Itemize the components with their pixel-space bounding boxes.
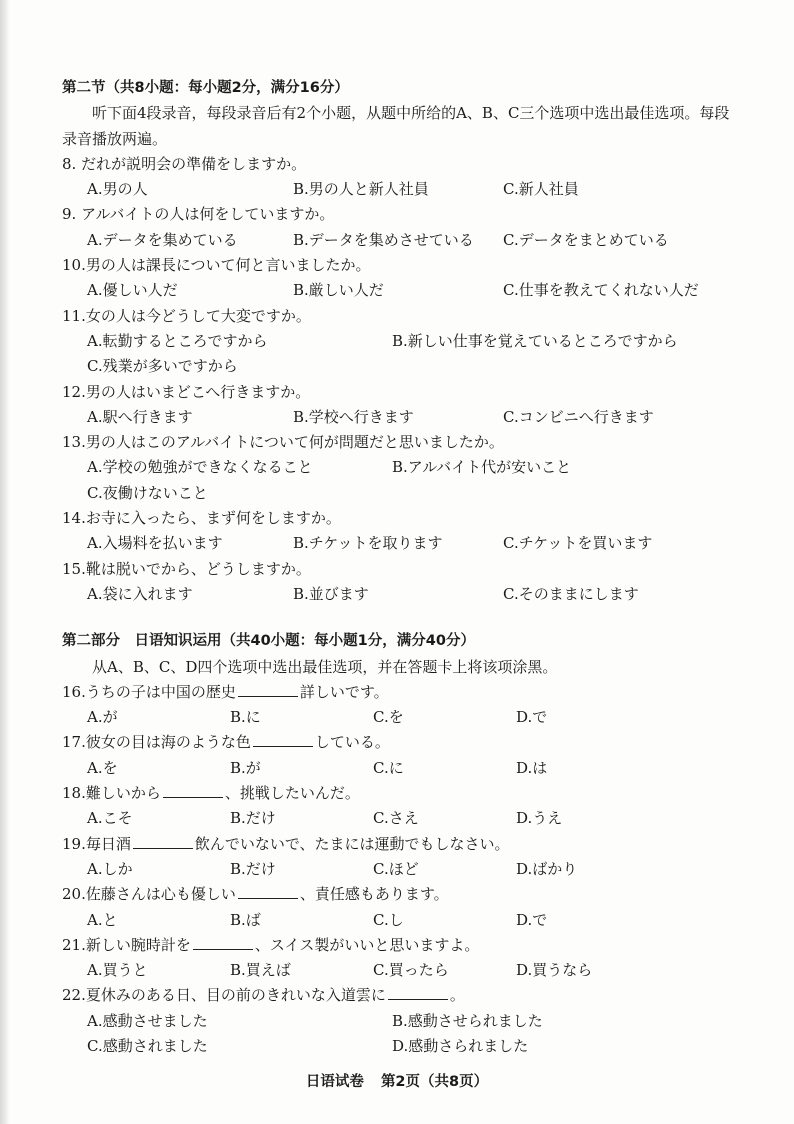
option-d: D.で [516, 910, 548, 929]
option-a: A.袋に入れます [87, 584, 193, 603]
question-22: 22.夏休みのある日、目の前のきれいな入道雲に 。 [62, 983, 742, 1008]
question-21: 21.新しい腕時計を 、スイス製がいいと思いますよ。 [62, 933, 742, 958]
option-c: C.新人社員 [503, 180, 579, 199]
option-b: B.が [230, 758, 261, 777]
question-20: 20.佐藤さんは心も優しい 、責任感もあります。 [62, 882, 742, 907]
question-8: 8. だれが説明会の準備をしますか。 [62, 154, 307, 173]
option-d: D.うえ [516, 809, 563, 828]
question-12: 12.男の人はいまどこへ行きますか。 [62, 382, 311, 401]
options-22-row1 [62, 1009, 742, 1034]
option-b: B.男の人と新人社員 [293, 180, 429, 199]
exam-content [62, 76, 742, 1059]
option-b: B.新しい仕事を覚えているところですから [392, 331, 678, 350]
option-a: A.データを集めている [87, 230, 238, 249]
part2-instructions: 从A、B、C、D四个选项中选出最佳选项，并在答题卡上将该项涂黑。 [92, 657, 558, 676]
option-c: C.データをまとめている [503, 230, 669, 249]
option-c: C.コンビニへ行きます [503, 407, 654, 426]
answer-blank [253, 730, 313, 747]
question-19: 19.毎日酒 飲んでいないで、たまには運動でもしなさい。 [62, 832, 742, 857]
question-14: 14.お寺に入ったら、まず何をしますか。 [62, 509, 341, 528]
option-c: C.そのままにします [503, 584, 639, 603]
answer-blank [238, 882, 298, 899]
options-10 [62, 278, 742, 303]
options-9 [62, 228, 742, 253]
option-a: A.と [87, 910, 118, 929]
options-16 [62, 705, 742, 730]
option-c: C.に [373, 758, 404, 777]
option-d: D.買うなら [516, 961, 593, 980]
option-a: A.を [87, 758, 118, 777]
options-15 [62, 582, 742, 607]
option-a: A.優しい人だ [87, 281, 178, 300]
section2-title: 第二节（共8小题：每小题2分，满分16分） [62, 80, 349, 96]
option-c: C.さえ [373, 809, 419, 828]
options-21 [62, 958, 742, 983]
page-footer [0, 1070, 794, 1091]
options-22-row2 [62, 1034, 742, 1059]
option-b: B.に [230, 708, 261, 727]
option-a: A.感動させました [87, 1011, 208, 1030]
question-16: 16.うちの子は中国の歴史 詳しいです。 [62, 680, 742, 705]
option-b: B.買えば [230, 961, 291, 980]
option-a: A.学校の勉強ができなくなること [87, 458, 313, 477]
section2-instructions: 听下面4段录音，每段录音后有2个小题，从题中所给的A、B、C三个选项中选出最佳选项。每段录音播放两遍。 [62, 104, 730, 148]
option-a: A.男の人 [87, 180, 148, 199]
options-8 [62, 177, 742, 202]
option-c: C.を [373, 708, 404, 727]
options-14 [62, 531, 742, 556]
option-d: D.で [516, 708, 548, 727]
option-c: C.感動されました [87, 1036, 208, 1055]
options-20 [62, 908, 742, 933]
question-17: 17.彼女の目は海のような色 している。 [62, 730, 742, 755]
option-d: D.ばかり [516, 859, 578, 878]
option-c: C.チケットを買います [503, 534, 653, 553]
footer-page-number: 第2页（共8页） [380, 1074, 489, 1090]
option-c: C.仕事を教えてくれない人だ [503, 281, 699, 300]
answer-blank [388, 983, 448, 1000]
option-a: A.駅へ行きます [87, 407, 193, 426]
answer-blank [163, 781, 223, 798]
question-10: 10.男の人は課長について何と言いましたか。 [62, 256, 371, 275]
option-b: B.ば [230, 910, 261, 929]
option-b: B.感動させられました [392, 1011, 543, 1030]
option-b: B.だけ [230, 859, 276, 878]
option-d: D.は [516, 758, 548, 777]
option-a: A.こそ [87, 809, 133, 828]
option-a: A.入場料を払います [87, 534, 223, 553]
option-b: B.チケットを取ります [293, 534, 443, 553]
option-d: D.感動さられました [392, 1036, 529, 1055]
question-15: 15.靴は脱いでから、どうしますか。 [62, 559, 311, 578]
options-17 [62, 756, 742, 781]
option-b: B.並びます [293, 584, 369, 603]
option-b: B.データを集めさせている [293, 230, 474, 249]
question-11: 11.女の人は今どうして大変ですか。 [62, 306, 311, 325]
options-13 [62, 455, 742, 480]
options-18 [62, 806, 742, 831]
option-b: B.学校へ行きます [293, 407, 414, 426]
option-c: C.し [373, 910, 404, 929]
option-a: A.転勤するところですから [87, 331, 268, 350]
option-c: C.残業が多いですから [87, 357, 238, 376]
option-c: C.買ったら [373, 961, 449, 980]
question-18: 18.難しいから 、挑戦したいんだ。 [62, 781, 742, 806]
answer-blank [193, 933, 253, 950]
options-12 [62, 405, 742, 430]
question-9: 9. アルバイトの人は何をしていますか。 [62, 205, 335, 224]
option-a: A.しか [87, 859, 133, 878]
answer-blank [133, 832, 193, 849]
option-c: C.夜働けないこと [87, 483, 208, 502]
scan-edge [0, 0, 10, 1124]
question-13: 13.男の人はこのアルバイトについて何が問題だと思いましたか。 [62, 433, 504, 452]
footer-subject: 日语试卷 [305, 1074, 364, 1090]
option-b: B.厳しい人だ [293, 281, 384, 300]
option-b: B.アルバイト代が安いこと [392, 458, 572, 477]
option-a: A.買うと [87, 961, 148, 980]
option-a: A.が [87, 708, 118, 727]
answer-blank [238, 680, 298, 697]
option-b: B.だけ [230, 809, 276, 828]
options-19 [62, 857, 742, 882]
option-c: C.ほど [373, 859, 419, 878]
options-11 [62, 329, 742, 354]
part2-title: 第二部分 日语知识运用（共40小题：每小题1分，满分40分） [62, 633, 475, 650]
